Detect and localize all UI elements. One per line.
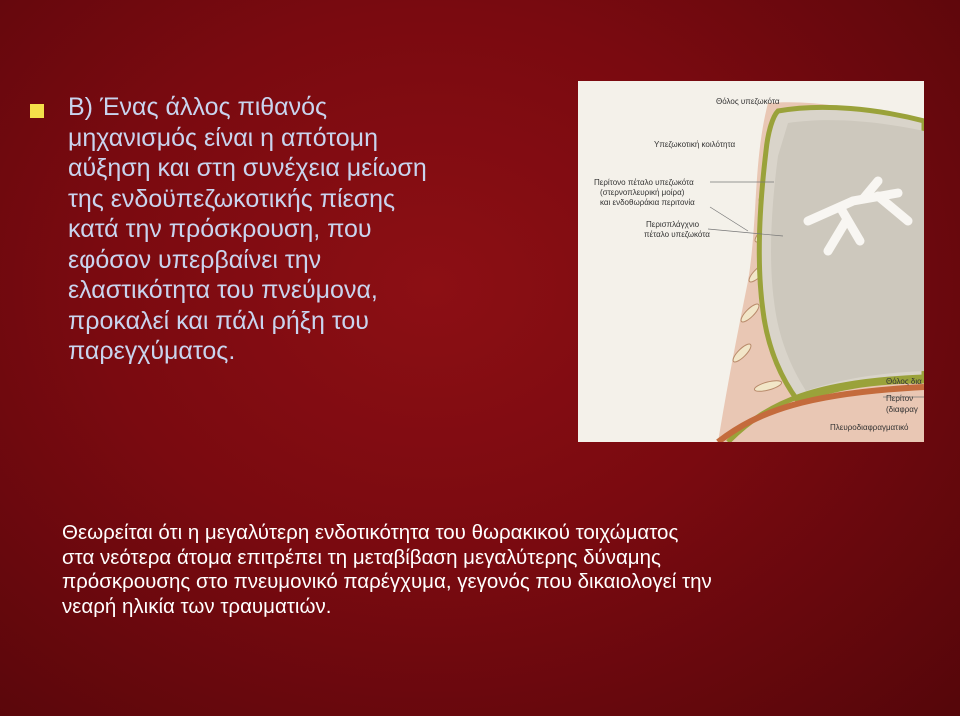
label-dome: Θόλος υπεζωκότα (716, 97, 780, 106)
label-visceral-1: Περισπλάγχνιο (646, 220, 700, 229)
label-parietal-diaph-1: Περίτον (886, 394, 914, 403)
label-pleural-cavity: Υπεζωκοτική κοιλότητα (654, 140, 736, 149)
label-parietal-diaph-2: (διαφραγ (886, 405, 918, 414)
bullet-text: Β) Ένας άλλος πιθανός μηχανισμός είναι η απότομη αύξηση και στη συνέχεια μείωση της ενδοϋπεζωκοτικής πίεσης κατά την πρόσκρουση, που εφόσον υπερβαίνει την ελαστικότητα του πνεύμονα, προκαλεί και πάλι ρήξη του παρεγχύματος. (68, 93, 427, 365)
label-costophrenic: Πλευροδιαφραγματικό (830, 423, 909, 432)
bullet-block (30, 92, 550, 367)
lung-illustration (578, 81, 924, 442)
label-parietal-1: Περίτονο πέταλο υπεζωκότα (594, 178, 694, 187)
label-parietal-3: και ενδοθωράκια περιτονία (600, 198, 695, 207)
bullet-marker (30, 104, 44, 118)
bottom-paragraph: Θεωρείται ότι η μεγαλύτερη ενδοτικότητα του θωρακικού τοιχώματος στα νεότερα άτομα επιτρέπει τη μεταβίβαση μεγαλύτερης δύναμης πρόσκρουσης στο πνευμονικό παρέγχυμα, γεγονός που δικαιολογεί την νεαρή ηλικία των τραυματιών. (62, 521, 712, 618)
label-diaphragm-dome: Θόλος δια (886, 377, 922, 386)
label-parietal-2: (στερνοπλευρική μοίρα) (600, 188, 685, 197)
lung-pleura-figure (578, 81, 924, 442)
label-visceral-2: πέταλο υπεζωκότα (644, 230, 710, 239)
